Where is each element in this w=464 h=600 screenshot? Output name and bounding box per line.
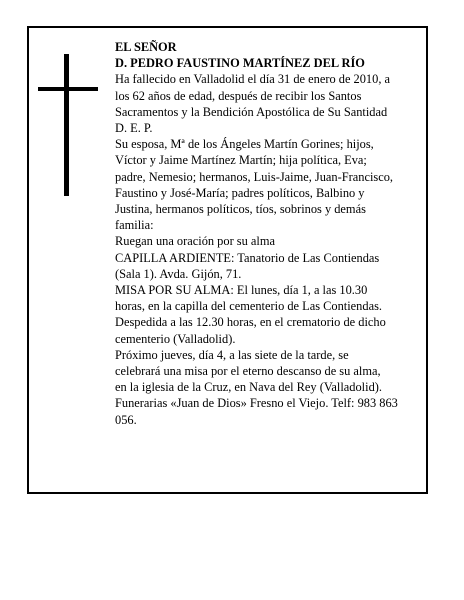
notice-body-line: familia:: [115, 218, 154, 233]
obituary-text: [115, 39, 424, 428]
notice-body-line: Sacramentos y la Bendición Apostólica de Su Santidad: [115, 104, 388, 119]
notice-body-line: horas, en la capilla del cementerio de Las Contiendas.: [115, 299, 382, 314]
notice-body-line: cementerio (Valladolid).: [115, 331, 236, 346]
notice-body-line: Funerarias «Juan de Dios» Fresno el Viejo. Telf: 983 863: [115, 396, 398, 411]
notice-body-line: en la iglesia de la Cruz, en Nava del Rey (Valladolid).: [115, 380, 382, 395]
notice-body-line: Víctor y Jaime Martínez Martín; hija política, Eva;: [115, 153, 367, 168]
notice-body-line: Justina, hermanos políticos, tíos, sobrinos y demás: [115, 202, 366, 217]
cross-vertical-bar: [64, 54, 69, 196]
notice-body-line: CAPILLA ARDIENTE: Tanatorio de Las Contiendas: [115, 250, 380, 265]
deceased-name: D. PEDRO FAUSTINO MARTÍNEZ DEL RÍO: [115, 56, 365, 71]
notice-body-line: Su esposa, Mª de los Ángeles Martín Gorines; hijos,: [115, 137, 374, 152]
notice-body-line: 056.: [115, 412, 137, 427]
notice-body-line: Faustino y José-María; padres políticos, Balbino y: [115, 185, 365, 200]
notice-body-line: los 62 años de edad, después de recibir los Santos: [115, 88, 362, 103]
notice-body-line: MISA POR SU ALMA: El lunes, día 1, a las 10.30: [115, 283, 368, 298]
cross-icon: [38, 54, 98, 196]
notice-title-line: EL SEÑOR: [115, 40, 177, 54]
notice-body-line: D. E. P.: [115, 121, 153, 136]
cross-horizontal-bar: [38, 87, 98, 91]
notice-body-line: (Sala 1). Avda. Gijón, 71.: [115, 266, 242, 281]
notice-body-line: Ruegan una oración por su alma: [115, 234, 275, 249]
notice-body-line: padre, Nemesio; hermanos, Luis-Jaime, Juan-Francisco,: [115, 169, 394, 184]
notice-body-line: Despedida a las 12.30 horas, en el crematorio de dicho: [115, 315, 386, 330]
notice-body-line: celebrará una misa por el eterno descanso de su alma,: [115, 364, 381, 379]
notice-body-line: Próximo jueves, día 4, a las siete de la tarde, se: [115, 347, 349, 362]
notice-body-line: Ha fallecido en Valladolid el día 31 de enero de 2010, a: [115, 72, 391, 87]
